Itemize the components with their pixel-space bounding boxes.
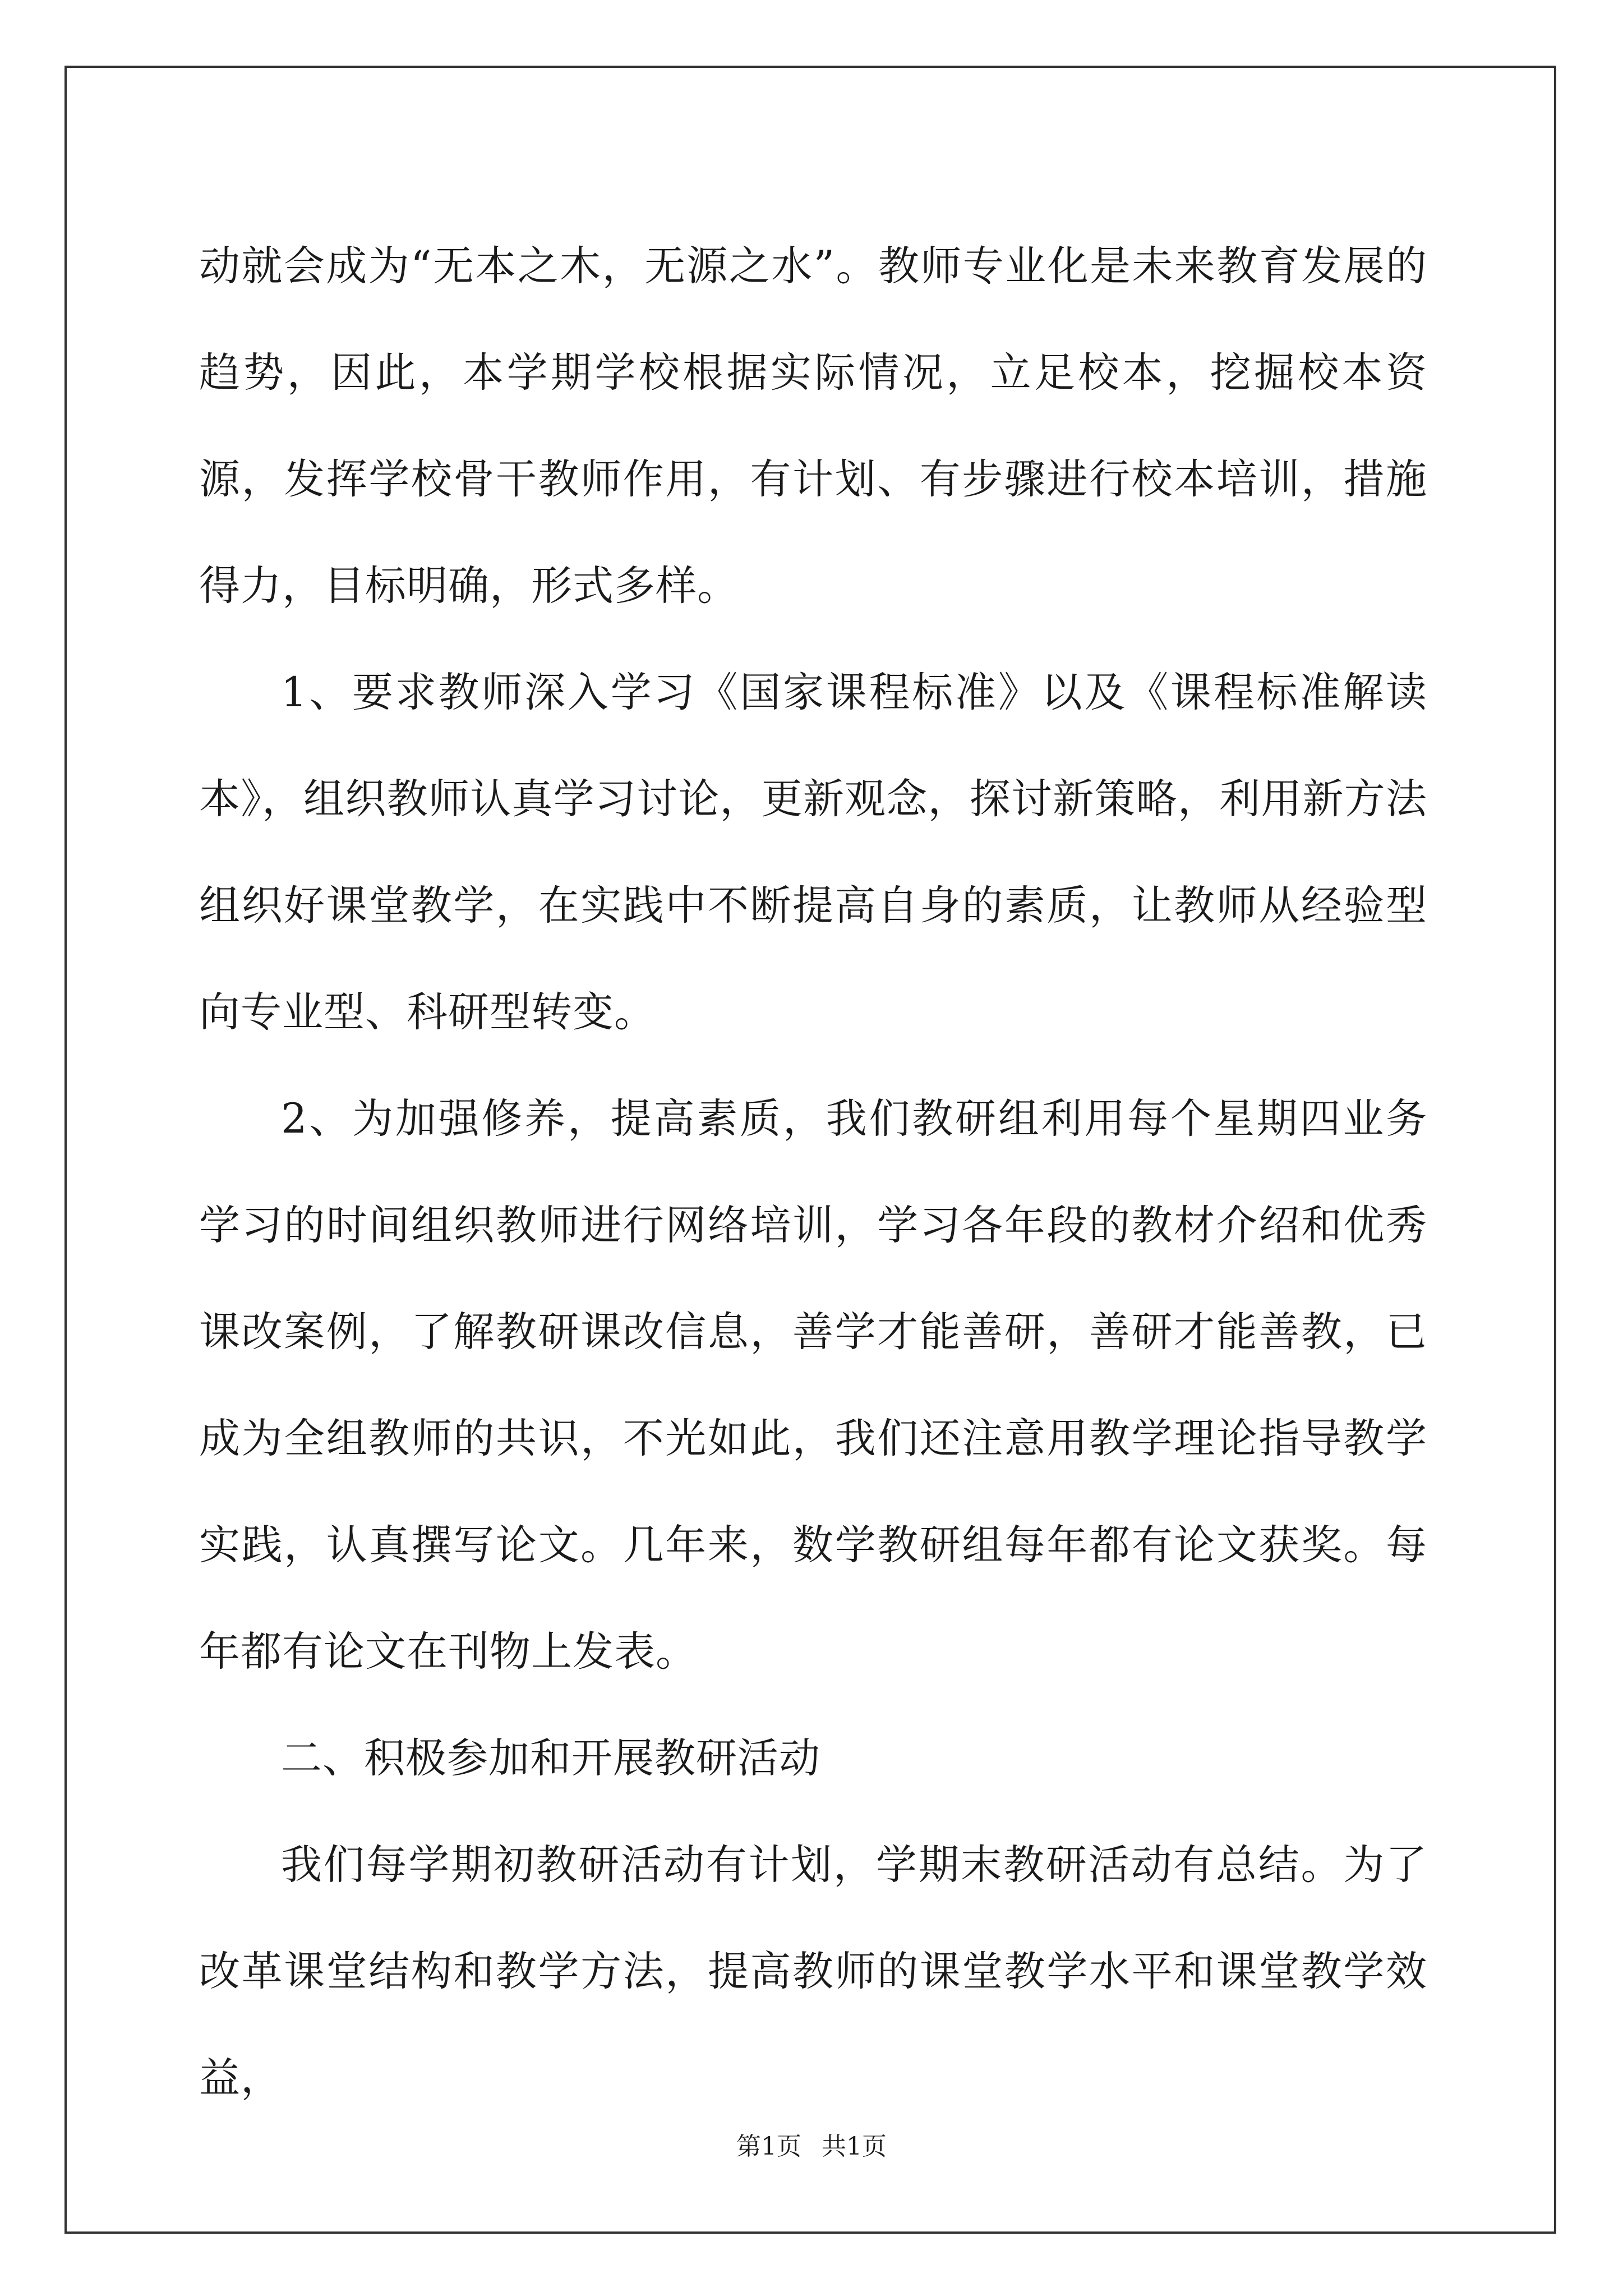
page-number-current: 第1页	[736, 2132, 801, 2161]
paragraph-2: 1、要求教师深入学习《国家课程标准》以及《课程标准解读本》，组织教师认真学习讨论，更新观念，探讨新策略，利用新方法组织好课堂教学，在实践中不断提高自身的素质，让教师从经验型向专业型、科研型转变。	[199, 669, 1427, 1036]
document-body	[199, 213, 1427, 2132]
page-footer	[0, 2126, 1623, 2162]
section-heading: 二、积极参加和开展教研活动	[281, 1734, 820, 1782]
paragraph-3: 2、为加强修养，提高素质，我们教研组利用每个星期四业务学习的时间组织教师进行网络培训，学习各年段的教材介绍和优秀课改案例，了解教研课改信息，善学才能善研，善研才能善教，已成为全组教师的共识，不光如此，我们还注意用教学理论指导教学实践，认真撰写论文。几年来，数学教研组每年都有论文获奖。每年都有论文在刊物上发表。	[199, 1095, 1427, 1676]
paragraph-4: 我们每学期初教研活动有计划，学期末教研活动有总结。为了改革课堂结构和教学方法，提高教师的课堂教学水平和课堂教学效益，	[199, 1841, 1427, 2102]
paragraph-1: 动就会成为“无本之木，无源之水”。教师专业化是未来教育发展的趋势，因此，本学期学校根据实际情况，立足校本，挖掘校本资源，发挥学校骨干教师作用，有计划、有步骤进行校本培训，措施得力，目标明确，形式多样。	[199, 242, 1427, 610]
page-number-total: 共1页	[822, 2132, 887, 2161]
